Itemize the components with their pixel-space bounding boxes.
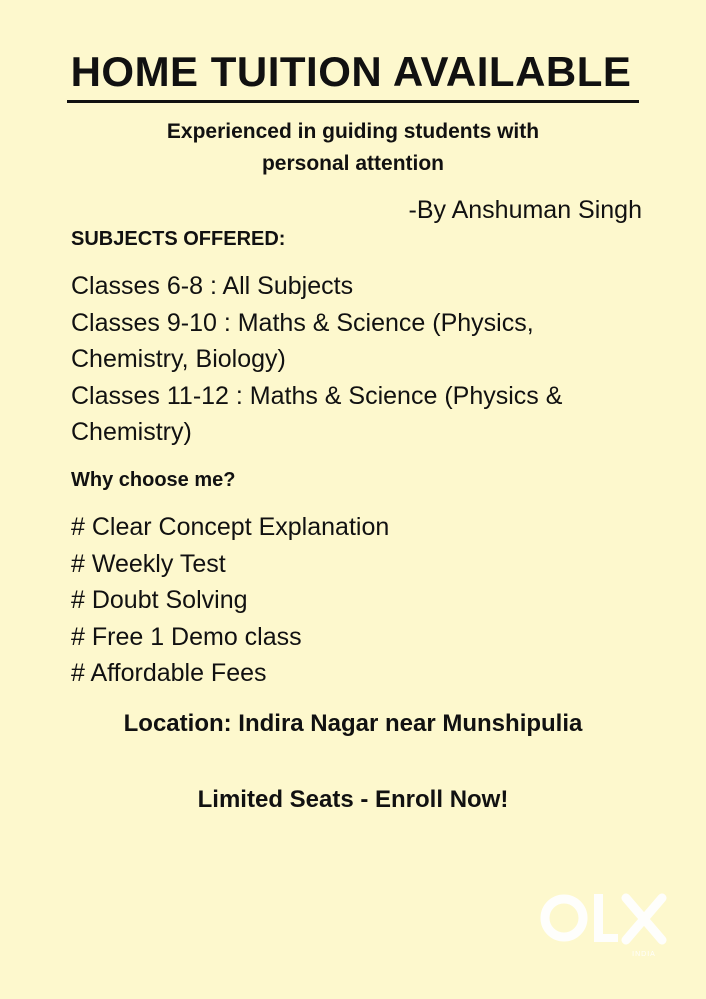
olx-logo-icon — [540, 888, 676, 960]
why-item: # Clear Concept Explanation — [71, 513, 390, 541]
page-title — [0, 46, 706, 103]
svg-text:INDIA: INDIA — [632, 951, 656, 958]
subject-line: Classes 9-10 : Maths & Science (Physics, — [71, 308, 534, 337]
why-item: # Affordable Fees — [71, 659, 267, 687]
subject-line: Chemistry) — [71, 418, 192, 446]
title-text: HOME TUITION AVAILABLE — [67, 46, 640, 103]
subject-line: Classes 6-8 : All Subjects — [71, 272, 354, 300]
subject-line: Chemistry, Biology) — [71, 345, 286, 373]
subject-line: Classes 11-12 : Maths & Science (Physics & — [71, 381, 563, 410]
tagline-line-2: personal attention — [261, 152, 445, 175]
why-item: # Weekly Test — [71, 549, 226, 578]
cta-text: Limited Seats - Enroll Now! — [197, 786, 509, 813]
why-heading: Why choose me? — [71, 469, 236, 491]
why-item: # Free 1 Demo class — [71, 622, 302, 651]
subjects-heading: SUBJECTS OFFERED: — [71, 228, 286, 250]
byline: -By Anshuman Singh — [408, 196, 642, 224]
subjects-list — [71, 268, 562, 451]
location-text: Location: Indira Nagar near Munshipulia — [123, 710, 583, 737]
tagline — [0, 116, 706, 180]
why-item: # Doubt Solving — [71, 586, 248, 614]
why-list — [71, 509, 389, 692]
tagline-line-1: Experienced in guiding students with — [166, 120, 540, 143]
